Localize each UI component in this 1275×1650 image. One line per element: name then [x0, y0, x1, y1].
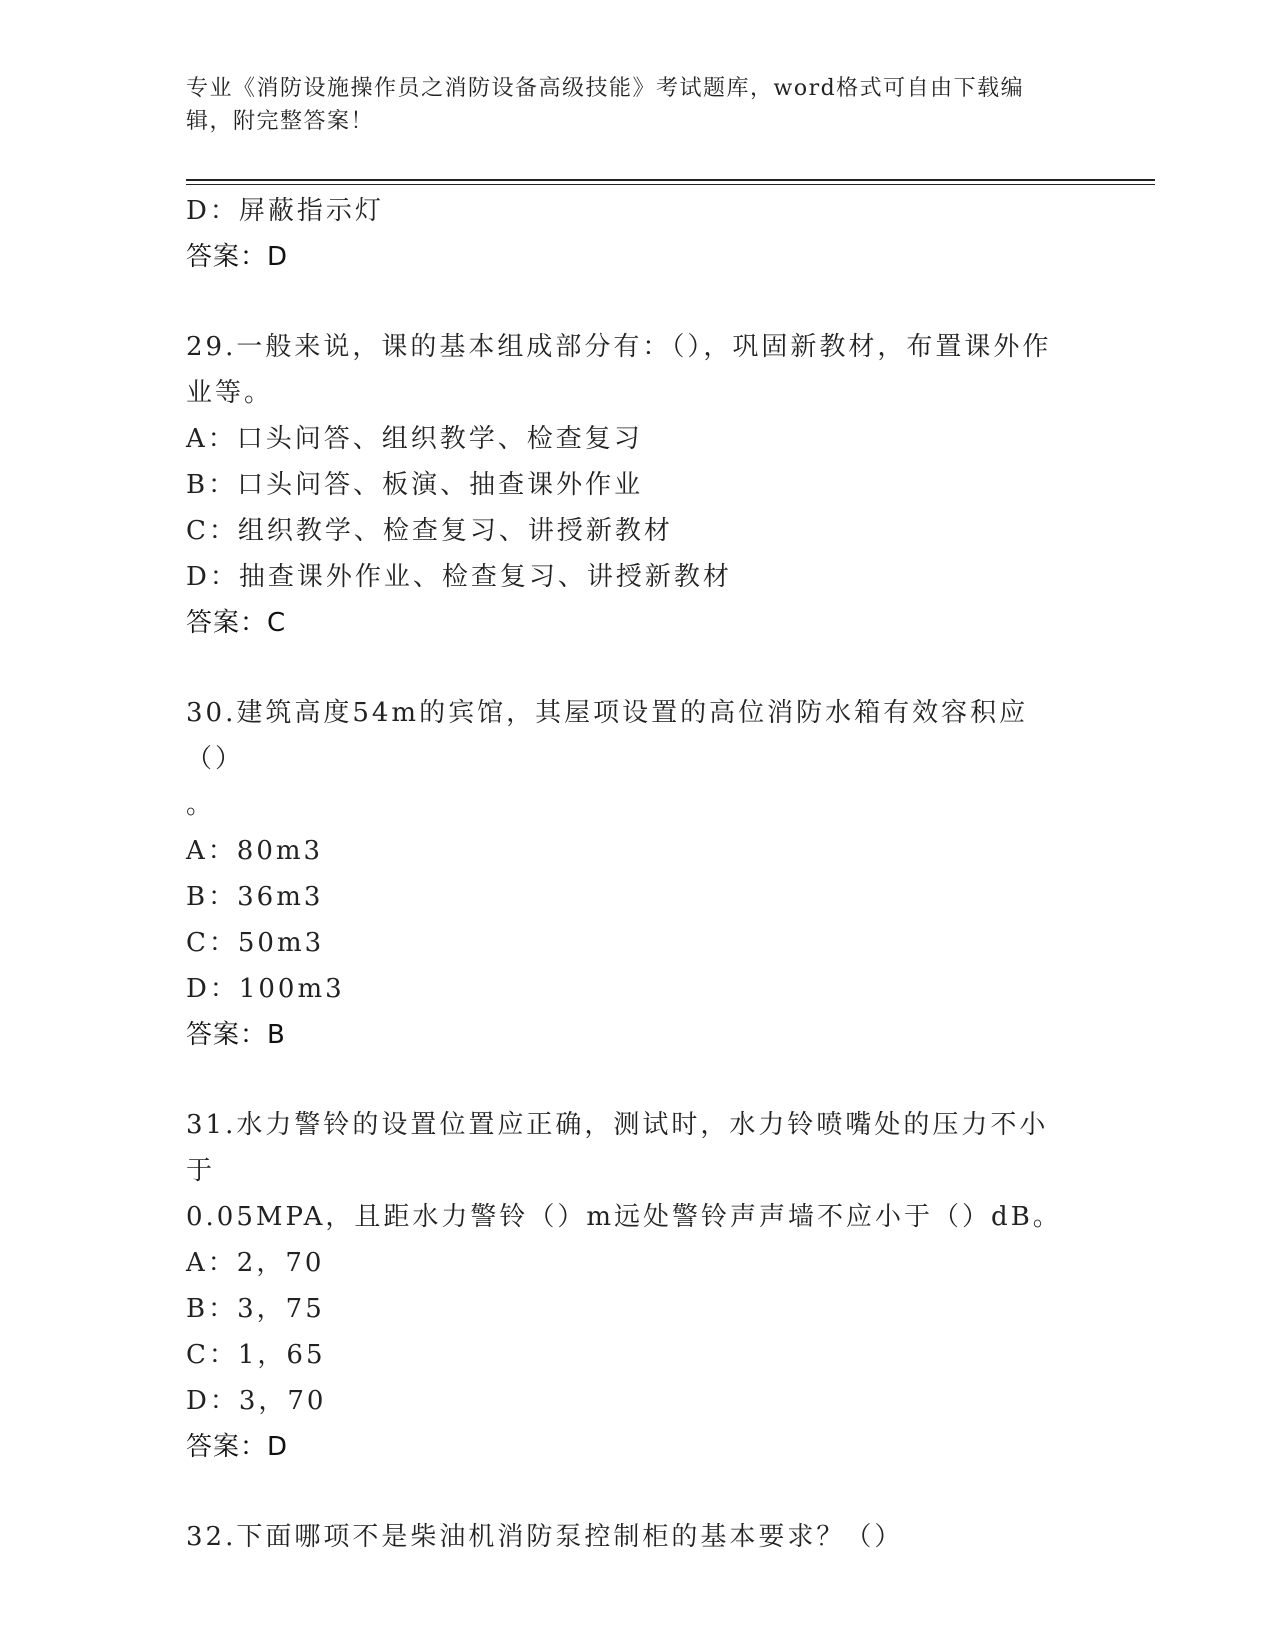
answer-line: 答案：D [186, 1432, 289, 1462]
option-c: C：组织教学、检查复习、讲授新教材 [186, 516, 673, 546]
answer-line: 答案：C [186, 608, 287, 638]
option-b: B：36m3 [186, 882, 324, 912]
header-divider [186, 179, 1155, 181]
option-c: C：1，65 [186, 1340, 326, 1370]
option-b: B：口头问答、板演、抽查课外作业 [186, 470, 644, 500]
option-a: A：口头问答、组织教学、检查复习 [186, 424, 643, 454]
question-list [186, 188, 1076, 1560]
option-d: D：3，70 [186, 1386, 327, 1416]
question-block [186, 1102, 1076, 1470]
option-a: A：2，70 [186, 1248, 325, 1278]
question-text: 32.下面哪项不是柴油机消防泵控制柜的基本要求？（） [186, 1522, 904, 1552]
option-a: A：80m3 [186, 836, 324, 866]
question-text: 29.一般来说，课的基本组成部分有：（），巩固新教材，布置课外作 业等。 [186, 332, 1052, 408]
question-text: 31.水力警铃的设置位置应正确，测试时，水力铃喷嘴处的压力不小于 0.05MPA，且距水力警铃（）m远处警铃声声墙不应小于（）dB。 [186, 1110, 1062, 1232]
question-block [186, 690, 1076, 1058]
question-block [186, 324, 1076, 646]
option-d: D：屏蔽指示灯 [186, 196, 384, 226]
page-header: 专业《消防设施操作员之消防设备高级技能》考试题库，word格式可自由下载编辑，附完整答案！ [186, 76, 1025, 134]
option-c: C：50m3 [186, 928, 325, 958]
option-d: D：抽查课外作业、检查复习、讲授新教材 [186, 562, 732, 592]
header-divider-thin [186, 184, 1155, 185]
answer-line: 答案：B [186, 1020, 286, 1050]
option-d: D：100m3 [186, 974, 345, 1004]
question-text: 30.建筑高度54m的宾馆，其屋项设置的高位消防水箱有效容积应（） 。 [186, 698, 1029, 820]
question-block [186, 1514, 1076, 1560]
answer-line: 答案：D [186, 242, 289, 272]
option-b: B：3，75 [186, 1294, 325, 1324]
